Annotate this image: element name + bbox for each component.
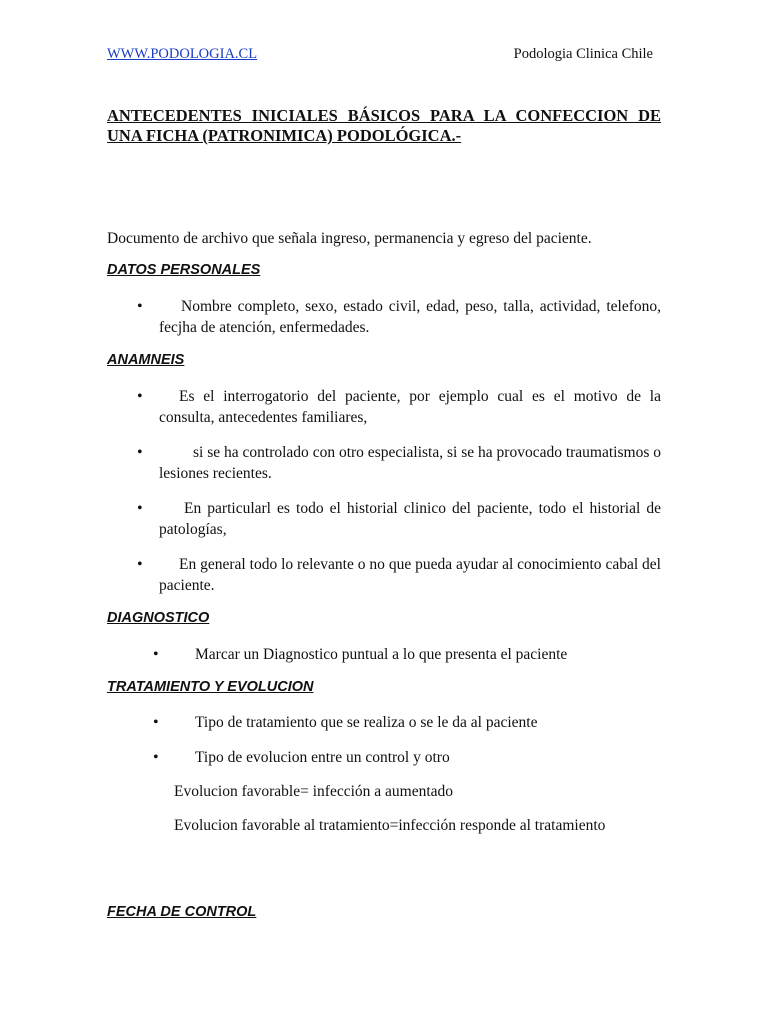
organization-name: Podologia Clinica Chile [513, 46, 653, 62]
heading-fecha-control: FECHA DE CONTROL [107, 904, 257, 920]
document-title: ANTECEDENTES INICIALES BÁSICOS PARA LA CONFECCION DE UNA FICHA (PATRONIMICA) PODOLÓGICA.- [107, 106, 661, 145]
bullet-icon: • [153, 749, 159, 766]
list-item: En general todo lo relevante o no que pueda ayudar al conocimiento cabal del paciente. [159, 556, 661, 594]
list-item: Marcar un Diagnostico puntual a lo que presenta el paciente [195, 646, 568, 663]
bullet-icon: • [153, 714, 159, 731]
intro-paragraph: Documento de archivo que señala ingreso, permanencia y egreso del paciente. [107, 230, 592, 247]
heading-datos-personales: DATOS PERSONALES [107, 262, 261, 278]
heading-diagnostico: DIAGNOSTICO [107, 610, 210, 626]
page-header [107, 46, 653, 66]
list-item: si se ha controlado con otro especialista, si se ha provocado traumatismos o lesiones recientes. [159, 444, 661, 482]
list-item: Nombre completo, sexo, estado civil, edad, peso, talla, actividad, telefono, fecjha de atención, enfermedades. [159, 298, 661, 336]
bullet-icon: • [137, 500, 143, 517]
list-item: Tipo de tratamiento que se realiza o se le da al paciente [195, 714, 538, 731]
note-text: Evolucion favorable al tratamiento=infección responde al tratamiento [174, 817, 606, 834]
bullet-icon: • [137, 298, 143, 315]
bullet-icon: • [137, 388, 143, 405]
bullet-icon: • [137, 556, 143, 573]
website-link[interactable]: WWW.PODOLOGIA.CL [107, 46, 258, 62]
list-item: En particularl es todo el historial clinico del paciente, todo el historial de patologías, [159, 500, 661, 538]
heading-anamnesis: ANAMNEIS [107, 352, 185, 368]
heading-tratamiento-evolucion: TRATAMIENTO Y EVOLUCION [107, 679, 314, 695]
list-item: Es el interrogatorio del paciente, por ejemplo cual es el motivo de la consulta, antecedentes familiares, [159, 388, 661, 426]
note-text: Evolucion favorable= infección a aumentado [174, 783, 454, 800]
bullet-icon: • [153, 646, 159, 663]
list-item: Tipo de evolucion entre un control y otro [195, 749, 450, 766]
bullet-icon: • [137, 444, 143, 461]
